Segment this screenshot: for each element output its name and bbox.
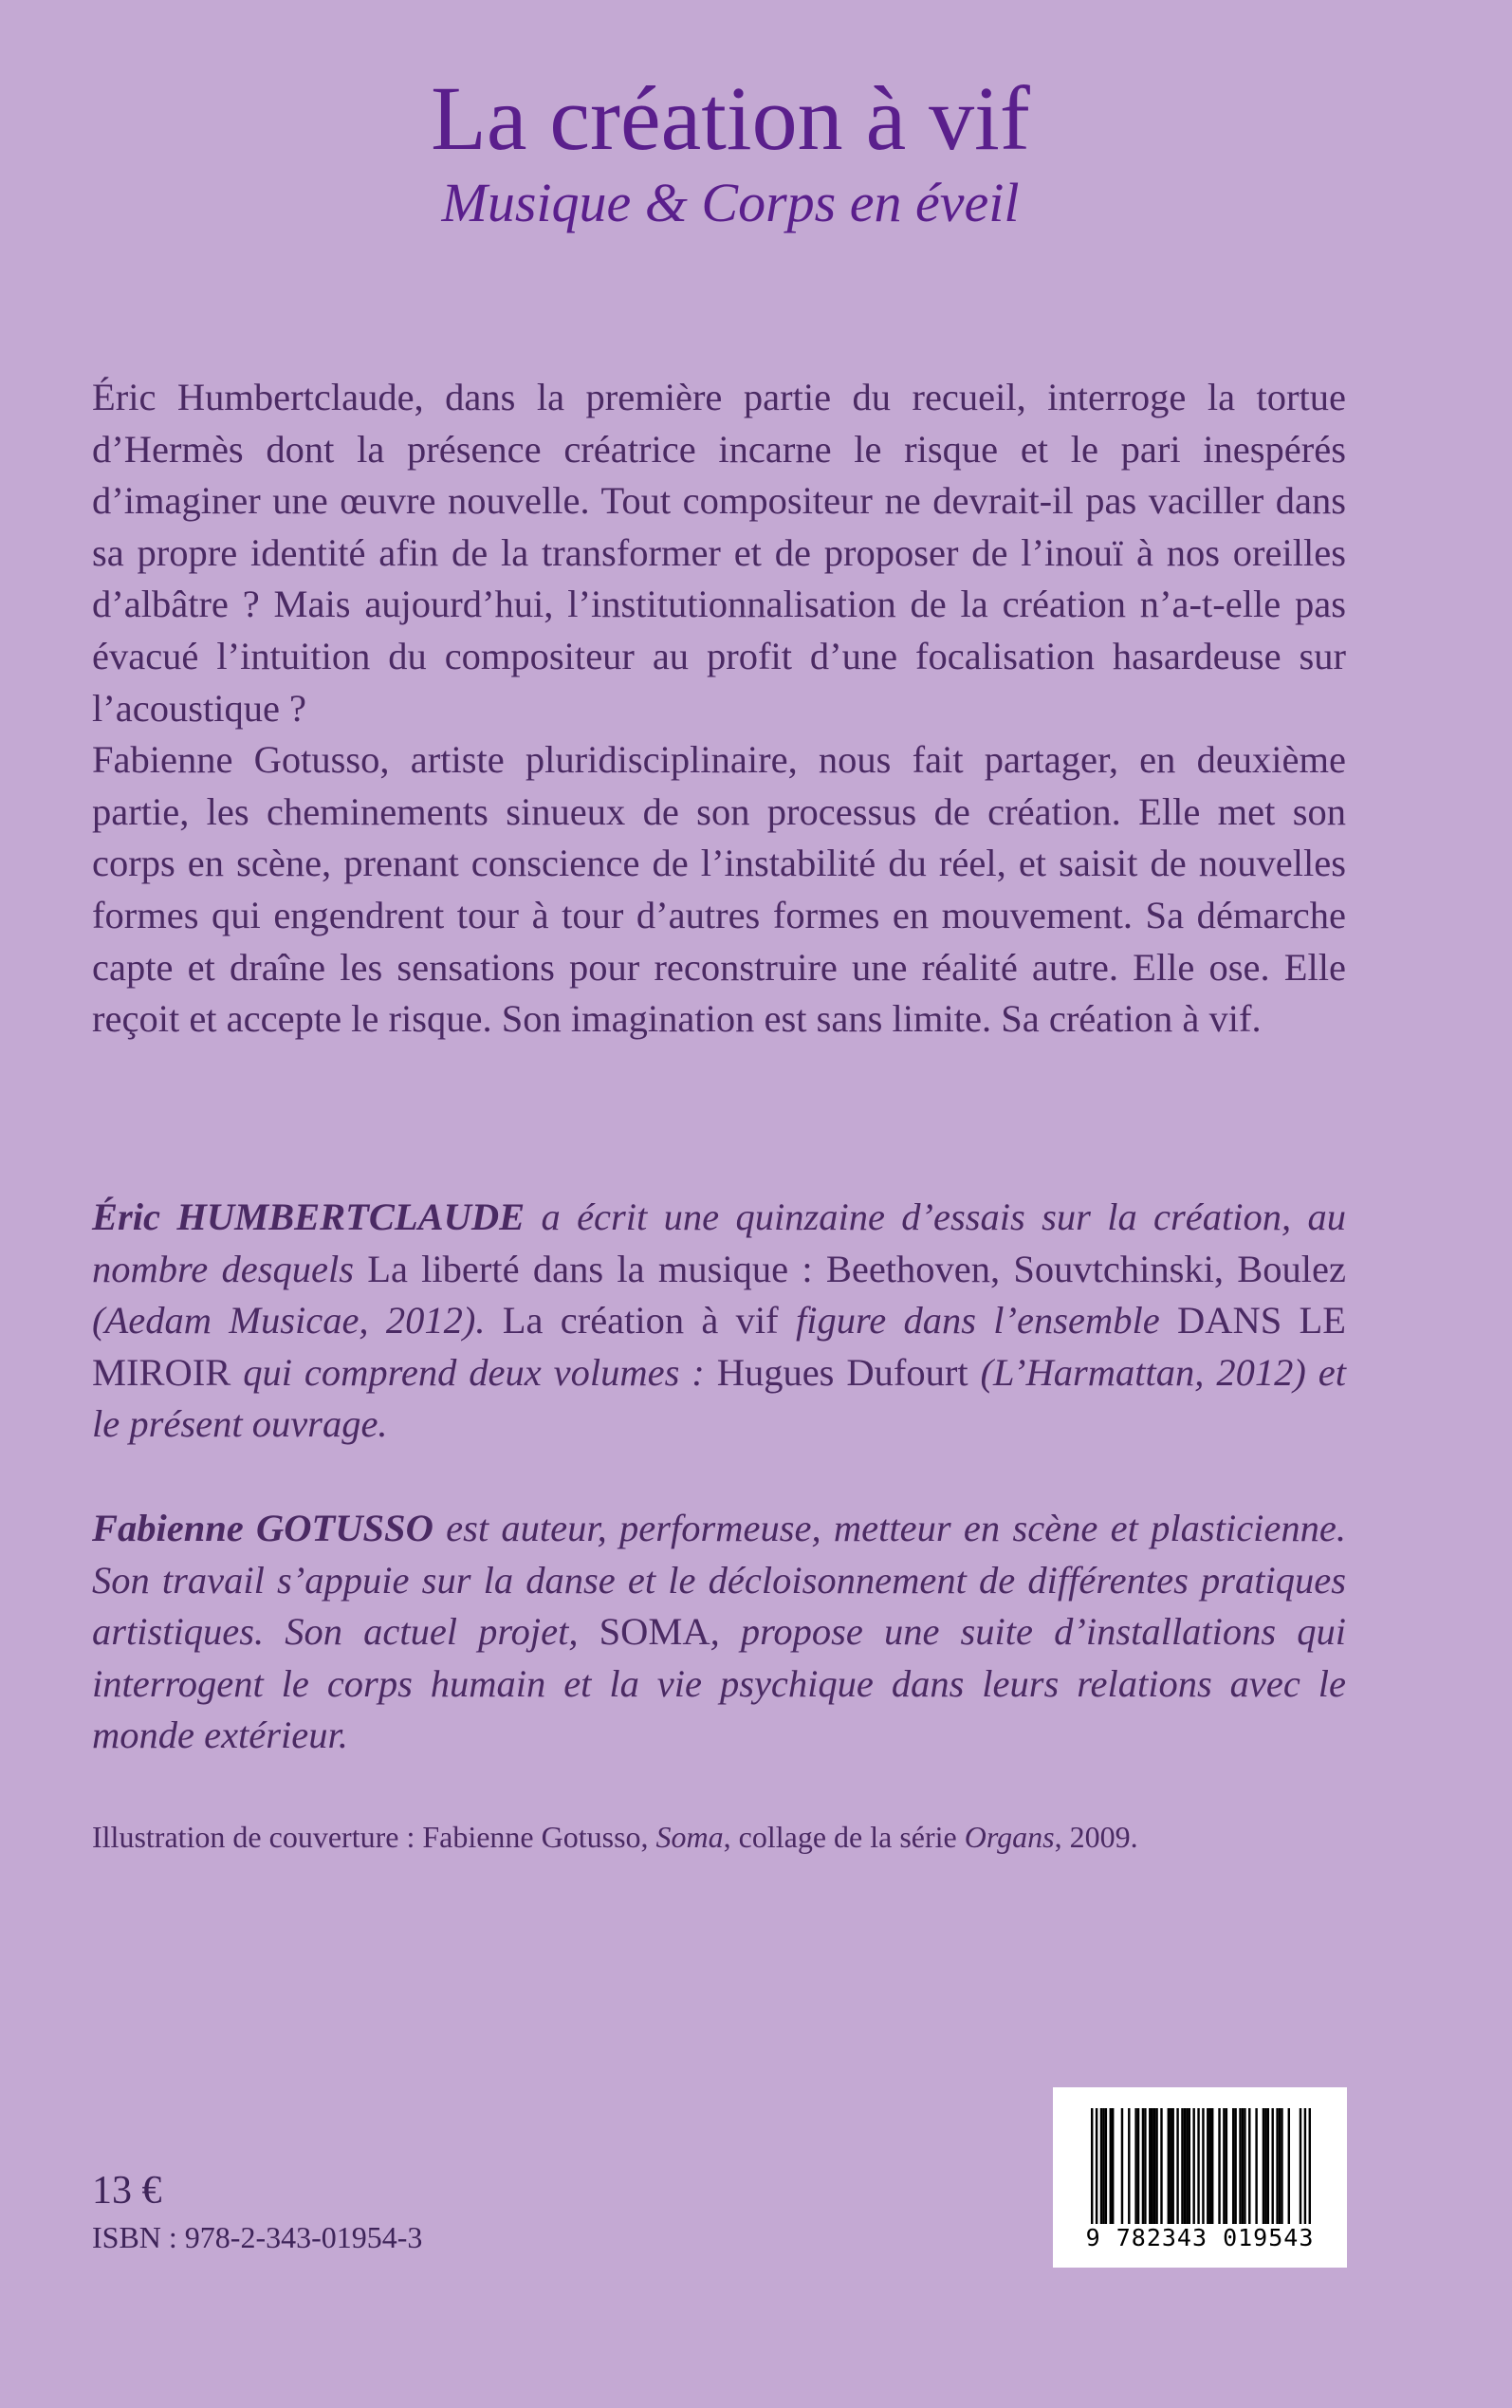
barcode-bar <box>1209 2108 1211 2224</box>
barcode-bar <box>1091 2108 1093 2224</box>
barcode-bar <box>1096 2108 1097 2224</box>
cover-illustration-credit <box>92 1820 1138 1855</box>
barcode-bar <box>1176 2108 1178 2224</box>
barcode-bar <box>1112 2108 1114 2224</box>
author-bio-humbertclaude <box>92 1192 1346 1451</box>
barcode-bar <box>1242 2108 1244 2224</box>
barcode-bar <box>1134 2108 1136 2224</box>
barcode-bar <box>1197 2108 1199 2224</box>
barcode-bar <box>1160 2108 1162 2224</box>
book-reference: La liberté dans la musique : Beethoven, Souvtchinski, Boulez <box>367 1247 1347 1290</box>
book-title: La création à vif <box>431 67 1030 169</box>
credit-work-title: Soma <box>655 1820 724 1854</box>
barcode-bar <box>1226 2108 1227 2224</box>
credit-text: Illustration de couverture : Fabienne Gotusso, <box>92 1820 656 1854</box>
barcode-bar <box>1189 2108 1190 2224</box>
barcode-bar <box>1168 2108 1170 2224</box>
barcode-bar <box>1234 2108 1236 2224</box>
barcode-bar <box>1244 2108 1245 2224</box>
barcode-bar <box>1207 2108 1208 2224</box>
credit-text: , collage de la série <box>723 1820 965 1854</box>
bio-text: , propose une suite d’installations qui interrogent le corps humain et la vie psychique dans leurs relations avec le monde extérieur. <box>92 1610 1346 1757</box>
barcode-bar <box>1155 2108 1157 2224</box>
barcode-bar <box>1128 2108 1130 2224</box>
author-name: Fabienne GOTUSSO <box>92 1507 433 1549</box>
barcode-bar <box>1279 2108 1281 2224</box>
barcode <box>1053 2087 1347 2268</box>
back-cover-blurb <box>92 372 1346 1046</box>
bio-text: qui comprend deux volumes : <box>230 1350 717 1394</box>
bio-text: est auteur, performeuse, metteur en scène et plasticienne. Son travail s’appuie sur la danse et le décloisonnement de différentes pratiques artistiques. Son actuel projet, <box>92 1507 1347 1654</box>
barcode-bar <box>1192 2108 1194 2224</box>
series-name: DANS LE MIROIR <box>92 1299 1346 1394</box>
barcode-bar <box>1267 2108 1269 2224</box>
credit-text: , 2009. <box>1054 1820 1138 1854</box>
credit-series-title: Organs <box>964 1820 1055 1854</box>
barcode-bar <box>1211 2108 1213 2224</box>
barcode-bar <box>1218 2108 1220 2224</box>
bio-text: (Aedam Musicae, 2012). <box>92 1299 503 1343</box>
barcode-bar <box>1102 2108 1104 2224</box>
barcode-bar <box>1271 2108 1273 2224</box>
barcode-bar <box>1144 2108 1146 2224</box>
barcode-bar <box>1232 2108 1234 2224</box>
barcode-bar <box>1264 2108 1266 2224</box>
barcode-bar <box>1105 2108 1107 2224</box>
price: 13 € <box>92 2169 162 2213</box>
barcode-bar <box>1223 2108 1225 2224</box>
barcode-bar <box>1186 2108 1188 2224</box>
isbn: ISBN : 978-2-343-01954-3 <box>92 2220 423 2254</box>
barcode-bar <box>1276 2108 1278 2224</box>
barcode-bar <box>1239 2108 1241 2224</box>
barcode-bar <box>1151 2108 1152 2224</box>
barcode-bar <box>1300 2108 1301 2224</box>
bio-text: (L’Harmattan, 2012) et le présent ouvrage. <box>92 1350 1346 1446</box>
barcode-bar <box>1184 2108 1186 2224</box>
blurb-paragraph-gotusso: Fabienne Gotusso, artiste pluridisciplinaire, nous fait partager, en deuxième partie, les cheminements sinueux de son processus de création. Elle met son corps en scène, prenant conscience de l’instabilité du réel, et saisit de nouvelles formes qui engendrent tour à tour d’autres formes en mouvement. Sa démarche capte et draîne les sensations pour reconstruire une réalité autre. Elle ose. Elle reçoit et accepte le risque. Son imagination est sans limite. Sa création à vif. <box>92 738 1346 1041</box>
barcode-bar <box>1100 2108 1102 2224</box>
bio-text: figure dans l’ensemble <box>778 1299 1177 1343</box>
barcode-bar <box>1181 2108 1183 2224</box>
project-name: SOMA <box>599 1610 710 1654</box>
barcode-bar <box>1288 2108 1290 2224</box>
author-name: Éric HUMBERTCLAUDE <box>92 1195 526 1238</box>
barcode-bar <box>1142 2108 1144 2224</box>
barcode-bars-icon <box>1091 2108 1311 2224</box>
barcode-digits: 9 782343 019543 <box>1085 2224 1315 2251</box>
barcode-bar <box>1304 2108 1306 2224</box>
barcode-bar <box>1121 2108 1123 2224</box>
author-bio-gotusso <box>92 1503 1346 1762</box>
book-reference: La création à vif <box>502 1299 779 1343</box>
book-subtitle: Musique & Corps en éveil <box>441 172 1020 233</box>
barcode-bar <box>1110 2108 1112 2224</box>
barcode-bar <box>1170 2108 1171 2224</box>
blurb-paragraph-humbertclaude: Éric Humbertclaude, dans la première partie du recueil, interroge la tortue d’Hermès dont la présence créatrice incarne le risque et le pari inespérés d’imaginer une œuvre nouvelle. Tout compositeur ne devrait-il pas vaciller dans sa propre identité afin de la transformer et de proposer de l’inouï à nos oreilles d’albâtre ? Mais aujourd’hui, l’institutionnalisation de la création n’a-t-elle pas évacué l’intuition du compositeur au profit d’une focalisation hasardeuse sur l’acoustique ? <box>92 376 1346 730</box>
barcode-bar <box>1309 2108 1311 2224</box>
barcode-bar <box>1153 2108 1155 2224</box>
barcode-bar <box>1263 2108 1264 2224</box>
barcode-bar <box>1137 2108 1139 2224</box>
barcode-bar <box>1281 2108 1282 2224</box>
bio-text: a écrit une quinzaine d’essais sur la création, au nombre desquels <box>92 1195 1346 1290</box>
barcode-bar <box>1149 2108 1151 2224</box>
barcode-bar <box>1171 2108 1173 2224</box>
barcode-bar <box>1248 2108 1250 2224</box>
book-reference: Hugues Dufourt <box>716 1350 968 1394</box>
barcode-bar <box>1202 2108 1204 2224</box>
barcode-bar <box>1255 2108 1257 2224</box>
